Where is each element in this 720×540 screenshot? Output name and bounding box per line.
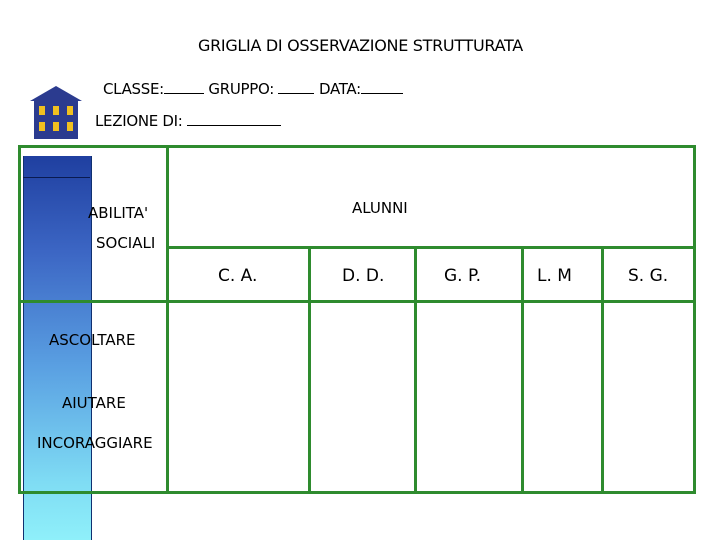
row-label-incoraggiare: INCORAGGIARE <box>37 434 153 452</box>
column-header: C. A. <box>218 266 258 286</box>
classe-blank[interactable] <box>164 81 204 94</box>
meta-line-lesson <box>95 112 281 130</box>
grid-vline-left <box>166 148 169 491</box>
grid-vline-4 <box>601 246 604 491</box>
header-alunni: ALUNNI <box>352 199 408 217</box>
grid-hline-header <box>166 246 696 249</box>
lezione-label: LEZIONE DI: <box>95 112 183 130</box>
row-label-ascoltare: ASCOLTARE <box>49 331 136 349</box>
column-header: G. P. <box>444 266 481 286</box>
gruppo-blank[interactable] <box>278 81 314 94</box>
grid-vline-3 <box>521 246 524 491</box>
column-header: D. D. <box>342 266 385 286</box>
page-title: GRIGLIA DI OSSERVAZIONE STRUTTURATA <box>198 36 523 55</box>
lezione-blank[interactable] <box>187 113 281 126</box>
grid-hline-rows <box>21 300 696 303</box>
header-sociali: SOCIALI <box>96 234 156 252</box>
grid-vline-1 <box>308 246 311 491</box>
grid-vline-2 <box>414 246 417 491</box>
column-header: S. G. <box>628 266 669 286</box>
gruppo-label: GRUPPO: <box>208 80 275 98</box>
data-blank[interactable] <box>361 81 403 94</box>
meta-line-class <box>103 80 403 98</box>
column-header: L. M <box>537 266 572 286</box>
school-building-icon <box>28 84 84 140</box>
classe-label: CLASSE: <box>103 80 164 98</box>
header-abilita: ABILITA' <box>88 204 149 222</box>
row-label-aiutare: AIUTARE <box>62 394 126 412</box>
data-label: DATA: <box>318 80 361 98</box>
